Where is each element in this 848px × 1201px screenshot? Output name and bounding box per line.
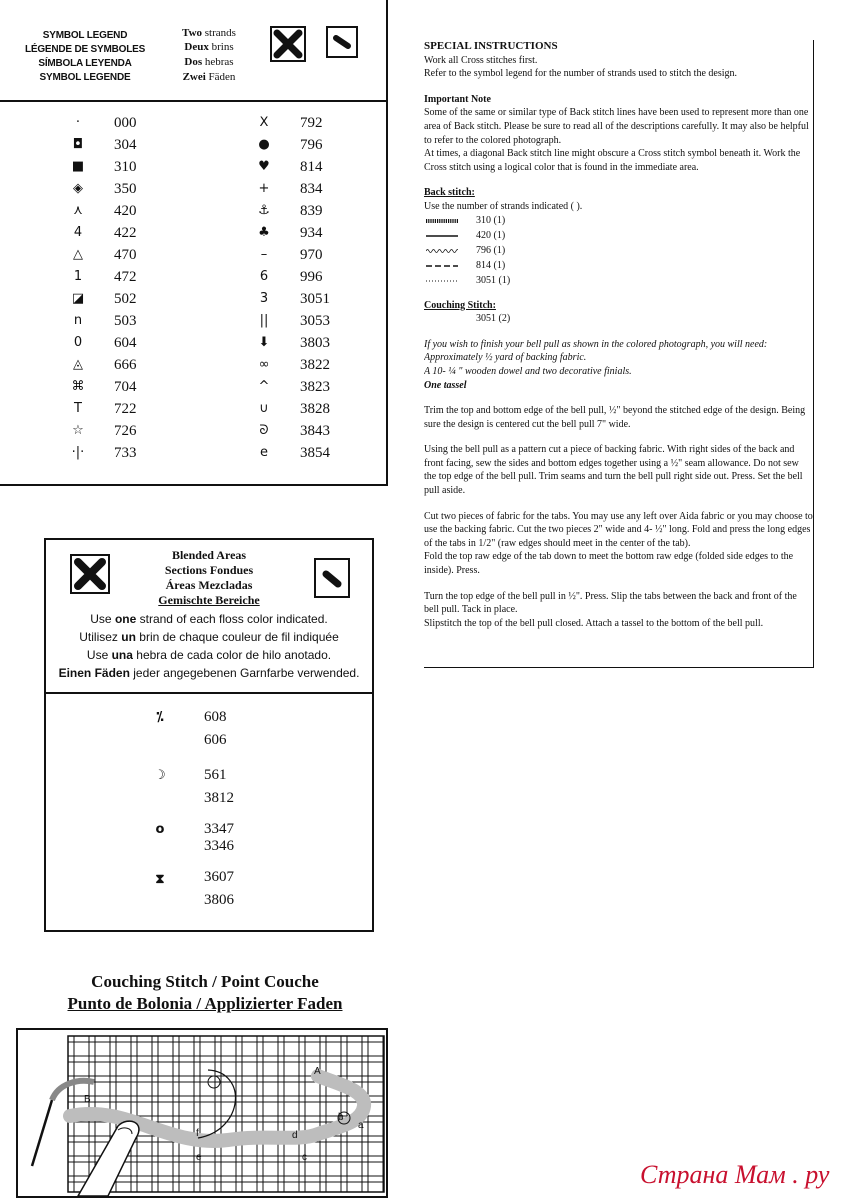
- couching-title-1: Couching Stitch / Point Couche: [91, 972, 319, 991]
- back-stitch-line-dashed: [426, 261, 458, 271]
- floss-code: 3843: [300, 423, 330, 439]
- blend-symbol-4: ⧗: [155, 872, 165, 887]
- legend-symbol: ⵝ: [259, 115, 269, 130]
- floss-code: 3854: [300, 445, 330, 461]
- floss-code: 814: [300, 159, 323, 175]
- legend-symbol: 1: [73, 269, 83, 284]
- instructions-line-1: Work all Cross stitches first.: [424, 54, 538, 66]
- floss-code: 996: [300, 269, 323, 285]
- floss-code: 3053: [300, 313, 330, 329]
- instructions-para-1: Trim the top and bottom edge of the bell pull, ½" beyond the stitched edge of the design. Being sure the design is centered cut the bell pull 7" wide.: [424, 405, 806, 430]
- blend-symbol-3: o: [155, 822, 165, 837]
- legend-symbol: ·: [75, 115, 81, 130]
- cross-stitch-icon: [70, 554, 110, 594]
- floss-code: 834: [300, 181, 323, 197]
- legend-title-en: SYMBOL LEGEND: [42, 30, 128, 41]
- finish-tassel: One tassel: [424, 379, 467, 391]
- floss-code: 796: [300, 137, 323, 153]
- important-note-text-2: At times, a diagonal Back stitch line might obscure a Cross stitch symbol beneath it. Work the Cross stitch using a logical color that is found in the immediate area.: [424, 148, 801, 173]
- blended-line-en: Use one strand of each floss color indicated.: [90, 612, 328, 626]
- floss-code: 704: [114, 379, 137, 395]
- legend-symbol: e: [260, 445, 268, 460]
- legend-symbol: 3: [259, 291, 269, 306]
- legend-symbol: ∞: [258, 357, 270, 372]
- legend-symbol: 4: [73, 225, 83, 240]
- legend-symbol: T: [74, 401, 82, 416]
- blended-title-es: Áreas Mezcladas: [165, 578, 253, 592]
- site-watermark: Страна Мам . ру: [640, 1160, 830, 1189]
- instructions-para-2: Using the bell pull as a pattern cut a piece of backing fabric. With right sides of the back and front facing, sew the sides and bottom edges together using a ½" seam allowance. Do not sew the top edge of the bell pull. Trim seams and turn the bell pull right side out. Press. Set the bell pull aside.: [424, 444, 803, 497]
- blend-code: 3607: [204, 869, 234, 885]
- floss-code: 422: [114, 225, 137, 241]
- blend-symbol-1: ⁒: [156, 710, 164, 725]
- legend-symbol: –: [260, 247, 268, 262]
- instructions-para-3: Cut two pieces of fabric for the tabs. You may use any left over Aida fabric or you may choose to use the backing fabric. Cut the two pieces 2" wide and 4- ½" long. Fold and press the long edges of the tabs in 1/2" (raw edges should meet in the center of the tab).: [424, 510, 813, 549]
- floss-code: 970: [300, 247, 323, 263]
- important-note-title: Important Note: [424, 93, 491, 105]
- legend-symbol: ⬇: [258, 335, 270, 350]
- blended-title-en: Blended Areas: [171, 548, 247, 562]
- finish-fabric: Approximately ½ yard of backing fabric.: [424, 352, 587, 364]
- back-stitch-line-dotted: [426, 276, 458, 286]
- strands-fr: Deux brins: [184, 41, 234, 53]
- blended-line-fr: Utilisez un brin de chaque couleur de fil indiquée: [79, 630, 339, 644]
- symbol-legend: [0, 0, 388, 486]
- legend-symbol: ◈: [73, 181, 83, 196]
- legend-title-es: SÍMBOLA LEYENDA: [38, 58, 132, 69]
- back-stitch-item: [424, 214, 813, 229]
- floss-code: 420: [114, 203, 137, 219]
- point-label-c: c: [302, 1152, 307, 1163]
- instructions-line-2: Refer to the symbol legend for the number of strands used to stitch the design.: [424, 68, 737, 80]
- floss-code: 3823: [300, 379, 330, 395]
- back-stitch-item: [424, 259, 813, 274]
- finish-intro: If you wish to finish your bell pull as shown in the colored photograph, you will need:: [424, 338, 768, 350]
- instructions-para-5: Turn the top edge of the bell pull in ½". Press. Slip the tabs between the back and front of the bell pull. Tack in place.: [424, 590, 797, 616]
- floss-code: 502: [114, 291, 137, 307]
- floss-code: 666: [114, 357, 137, 373]
- couching-title-2: Punto de Bolonia / Applizierter Faden: [67, 994, 343, 1013]
- legend-title-fr: LÉGENDE DE SYMBOLES: [24, 44, 146, 55]
- floss-code: 000: [114, 115, 137, 131]
- couching-diagram: [16, 1028, 388, 1198]
- floss-code: 350: [114, 181, 137, 197]
- couching-stitch-item: 3051 (2): [476, 313, 511, 325]
- cross-stitch-icon: [270, 26, 306, 62]
- floss-code: 733: [114, 445, 137, 461]
- floss-code: 472: [114, 269, 137, 285]
- blend-code: 3347: [204, 821, 234, 837]
- legend-symbol: ♣: [258, 225, 270, 240]
- legend-symbol: ·|·: [71, 445, 85, 460]
- back-stitch-icon: [314, 558, 350, 598]
- floss-code: 3803: [300, 335, 330, 351]
- legend-symbol: ☆: [72, 423, 84, 438]
- floss-code: 3828: [300, 401, 330, 417]
- instructions-para-6: Slipstitch the top of the bell pull closed. Attach a tassel to the bottom of the bell pull.: [424, 617, 764, 629]
- point-label-a: a: [358, 1120, 364, 1131]
- floss-code: 310: [114, 159, 137, 175]
- floss-code: 839: [300, 203, 323, 219]
- floss-code: 3822: [300, 357, 330, 373]
- blend-code: 608: [204, 709, 227, 725]
- point-label-B: B: [84, 1094, 91, 1105]
- back-stitch-label: 796 (1): [476, 244, 506, 256]
- legend-symbol: ⌘: [71, 379, 85, 394]
- back-stitch-line-solid: [426, 231, 458, 241]
- blended-areas-header: [46, 540, 372, 694]
- blend-code: 606: [204, 732, 227, 748]
- point-label-d: d: [292, 1130, 298, 1141]
- legend-title-de: SYMBOL LEGENDE: [39, 72, 131, 83]
- legend-symbol: ◘: [72, 137, 84, 152]
- blend-symbol-2: ☽: [154, 768, 166, 783]
- floss-code: 604: [114, 335, 137, 351]
- strands-es: Dos hebras: [184, 56, 234, 68]
- floss-code: 503: [114, 313, 137, 329]
- floss-code: 934: [300, 225, 323, 241]
- legend-symbol: +: [258, 181, 270, 196]
- back-stitch-label: 420 (1): [476, 229, 506, 241]
- legend-symbol: ■: [71, 159, 85, 174]
- legend-symbol: 6: [259, 269, 269, 284]
- legend-symbol: ᘐ: [259, 423, 269, 438]
- back-stitch-label: 814 (1): [476, 259, 506, 271]
- blended-line-es: Use una hebra de cada color de hilo anotado.: [86, 648, 332, 662]
- floss-code: 470: [114, 247, 137, 263]
- blend-code: 3346: [204, 838, 234, 854]
- back-stitch-list: [424, 214, 813, 289]
- couching-stitch-title: Couching Stitch:: [424, 299, 496, 311]
- legend-symbol: △: [73, 247, 83, 262]
- back-stitch-title: Back stitch:: [424, 187, 475, 199]
- strands-en: Two strands: [182, 27, 236, 39]
- floss-code: 726: [114, 423, 137, 439]
- symbol-legend-header: [0, 0, 386, 102]
- legend-symbol: ♥: [258, 159, 270, 174]
- point-label-f: f: [196, 1128, 199, 1139]
- legend-symbol: ◬: [73, 357, 83, 372]
- back-stitch-line-hatched: [426, 216, 458, 226]
- back-stitch-item: [424, 244, 813, 259]
- special-instructions: [424, 40, 814, 668]
- back-stitch-item: [424, 229, 813, 244]
- back-stitch-line-wavy: [426, 246, 458, 256]
- point-label-A: A: [314, 1066, 321, 1077]
- blended-title-fr: Sections Fondues: [164, 563, 254, 577]
- floss-code: 304: [114, 137, 137, 153]
- instructions-para-4: Fold the top raw edge of the tab down to meet the bottom raw edge (folded side edges to the inside). Press.: [424, 551, 794, 577]
- finish-dowel: A 10- ¼ " wooden dowel and two decorative finials.: [424, 365, 632, 377]
- instructions-title: SPECIAL INSTRUCTIONS: [424, 40, 558, 52]
- legend-symbol: 0: [73, 335, 83, 350]
- point-label-e: e: [196, 1152, 202, 1163]
- legend-symbol: ||: [259, 313, 269, 328]
- point-label-b: b: [338, 1112, 344, 1123]
- legend-symbol: ⚓: [258, 203, 270, 218]
- legend-symbol: ^: [258, 379, 270, 394]
- floss-code: 722: [114, 401, 137, 417]
- floss-code: 792: [300, 115, 323, 131]
- legend-symbol: ∪: [259, 401, 269, 416]
- legend-symbol: n: [73, 313, 83, 328]
- important-note-text: Some of the same or similar type of Back stitch lines have been used to represent more than one area of Back stitch. Please be sure to read all of the descriptions carefully. It may also be helpful to refer to the colored photograph.: [424, 107, 809, 146]
- strands-de: Zwei Fäden: [182, 71, 236, 83]
- back-stitch-label: 310 (1): [476, 214, 506, 226]
- needle: [32, 1100, 52, 1166]
- blended-title-de: Gemischte Bereiche: [158, 593, 260, 607]
- blended-line-de: Einen Fäden jeder angegebenen Garnfarbe verwended.: [58, 666, 360, 680]
- blend-code: 561: [204, 767, 227, 783]
- blend-code: 3806: [204, 892, 234, 908]
- legend-symbol: ◪: [71, 291, 85, 306]
- back-stitch-label: 3051 (1): [476, 274, 511, 286]
- back-stitch-item: [424, 274, 813, 289]
- blended-areas: [44, 538, 374, 932]
- back-stitch-intro: Use the number of strands indicated ( ).: [424, 200, 583, 212]
- legend-symbol: ⋏: [73, 203, 83, 218]
- legend-symbol: ●: [258, 137, 270, 152]
- back-stitch-icon: [326, 26, 358, 58]
- floss-code: 3051: [300, 291, 330, 307]
- blend-code: 3812: [204, 790, 234, 806]
